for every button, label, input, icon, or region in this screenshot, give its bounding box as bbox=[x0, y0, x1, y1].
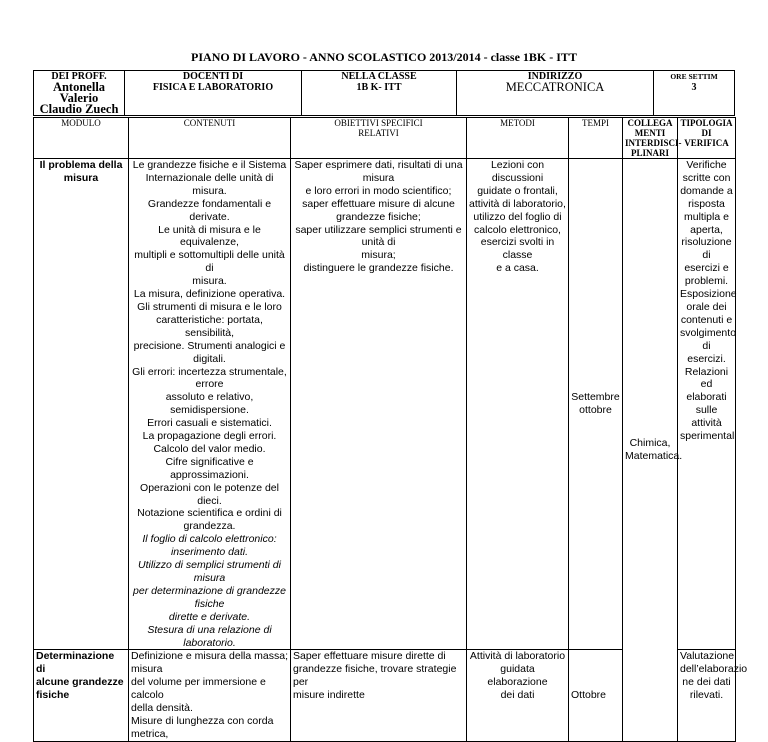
contenuti-cell: Le grandezze fisiche e il Sistema Internazionale delle unità di misura. Grandezze fondamentali e derivate. Le unità di misura e le equivalenze, multipli e sottomultipli delle unità di misura. La misura, definizione operativa. Gli strumenti di misura e le loro caratteristiche: portata, sensibilità, precisione. Strumenti analogici e digitali. Gli errori: incertezza strumentale, errore assoluto e relativo, semidispersione. Errori casuali e sistematici. La propagazione degli errori. Calcolo del valor medio. Cifre significative e approssimazioni. Operazioni con le potenze del dieci. Notazione scientifica e ordini di grandezza. Il foglio di calcolo elettronico: inserimento dati. Utilizzo di semplici strumenti di misura per determinazione di grandezze fisiche dirette e derivate. Stesura di una relazione di laboratorio. bbox=[129, 159, 291, 650]
docenti-cell bbox=[125, 71, 302, 116]
metodi-cell: Lezioni con discussioni guidate o frontali, attività di laboratorio, utilizzo del foglio di calcolo elettronico, esercizi svolti in classe e a casa. bbox=[467, 159, 569, 650]
modulo-cell: Determinazione di alcune grandezze fisiche bbox=[34, 650, 129, 741]
col-header-metodi: METODI bbox=[467, 118, 569, 159]
table-header-row bbox=[34, 118, 736, 159]
work-plan-table bbox=[33, 117, 748, 742]
prof-label: DEI PROFF. bbox=[51, 71, 107, 82]
col-header-obiettivi: OBIETTIVI SPECIFICI RELATIVI bbox=[291, 118, 467, 159]
collegamenti-cell: Chimica, Matematica. bbox=[623, 159, 678, 742]
docenti-label: DOCENTI DI bbox=[182, 71, 244, 82]
obiettivi-cell: Saper esprimere dati, risultati di una misura e loro errori in modo scientifico; saper effettuare misure di alcune grandezze fisiche; saper utilizzare semplici strumenti e unità di misura; distinguere le grandezze fisiche. bbox=[291, 159, 467, 650]
page-title: PIANO DI LAVORO - ANNO SCOLASTICO 2013/2014 - classe 1BK - ITT bbox=[191, 50, 577, 64]
classe-label: NELLA CLASSE bbox=[341, 71, 417, 82]
prof-name: Antonella Valerio bbox=[52, 80, 106, 105]
table-row bbox=[34, 159, 736, 650]
metodi-cell: Attività di laboratorio guidata elaborazione dei dati bbox=[467, 650, 569, 741]
indirizzo-label: INDIRIZZO bbox=[527, 71, 583, 82]
tipologia-cell: Verifiche scritte con domande a risposta multipla e aperta, risoluzione di esercizi e problemi. Esposizione orale dei contenuti e svolgimento di esercizi. Relazioni ed elaborati sulle attività sperimentali bbox=[678, 159, 736, 650]
ore-label: ORE SETTIM bbox=[670, 72, 718, 81]
col-header-tipologia: TIPOLOGIA DI VERIFICA bbox=[678, 118, 736, 159]
col-header-contenuti: CONTENUTI bbox=[129, 118, 291, 159]
contenuti-cell: Definizione e misura della massa; misura del volume per immersione e calcolo della densità. Misure di lunghezza con corda metrica, bbox=[129, 650, 291, 741]
obiettivi-cell: Saper effettuare misure dirette di grandezze fisiche, trovare strategie per misure indirette bbox=[291, 650, 467, 741]
docenti-value: FISICA E LABORATORIO bbox=[152, 82, 274, 93]
prof-name: Claudio Zuech bbox=[39, 102, 119, 116]
col-header-tempi: TEMPI bbox=[569, 118, 623, 159]
modulo-cell: Il problema della misura bbox=[34, 159, 129, 650]
indirizzo-cell bbox=[457, 71, 654, 116]
col-header-collegamenti: COLLEGA MENTI INTERDISCI- PLINARI bbox=[623, 118, 678, 159]
classe-cell bbox=[302, 71, 457, 116]
ore-value: 3 bbox=[691, 82, 697, 93]
col-header-modulo: MODULO bbox=[34, 118, 129, 159]
header-table bbox=[33, 70, 735, 116]
indirizzo-value: MECCATRONICA bbox=[505, 80, 605, 94]
tipologia-cell: Valutazione dell’elaborazio ne dei dati rilevati. bbox=[678, 650, 736, 741]
ore-cell bbox=[654, 71, 735, 116]
classe-value: 1B K- ITT bbox=[356, 82, 402, 93]
tempi-cell: Settembre ottobre bbox=[569, 159, 623, 650]
tempi-cell: Ottobre bbox=[569, 650, 623, 741]
prof-cell bbox=[34, 71, 125, 116]
